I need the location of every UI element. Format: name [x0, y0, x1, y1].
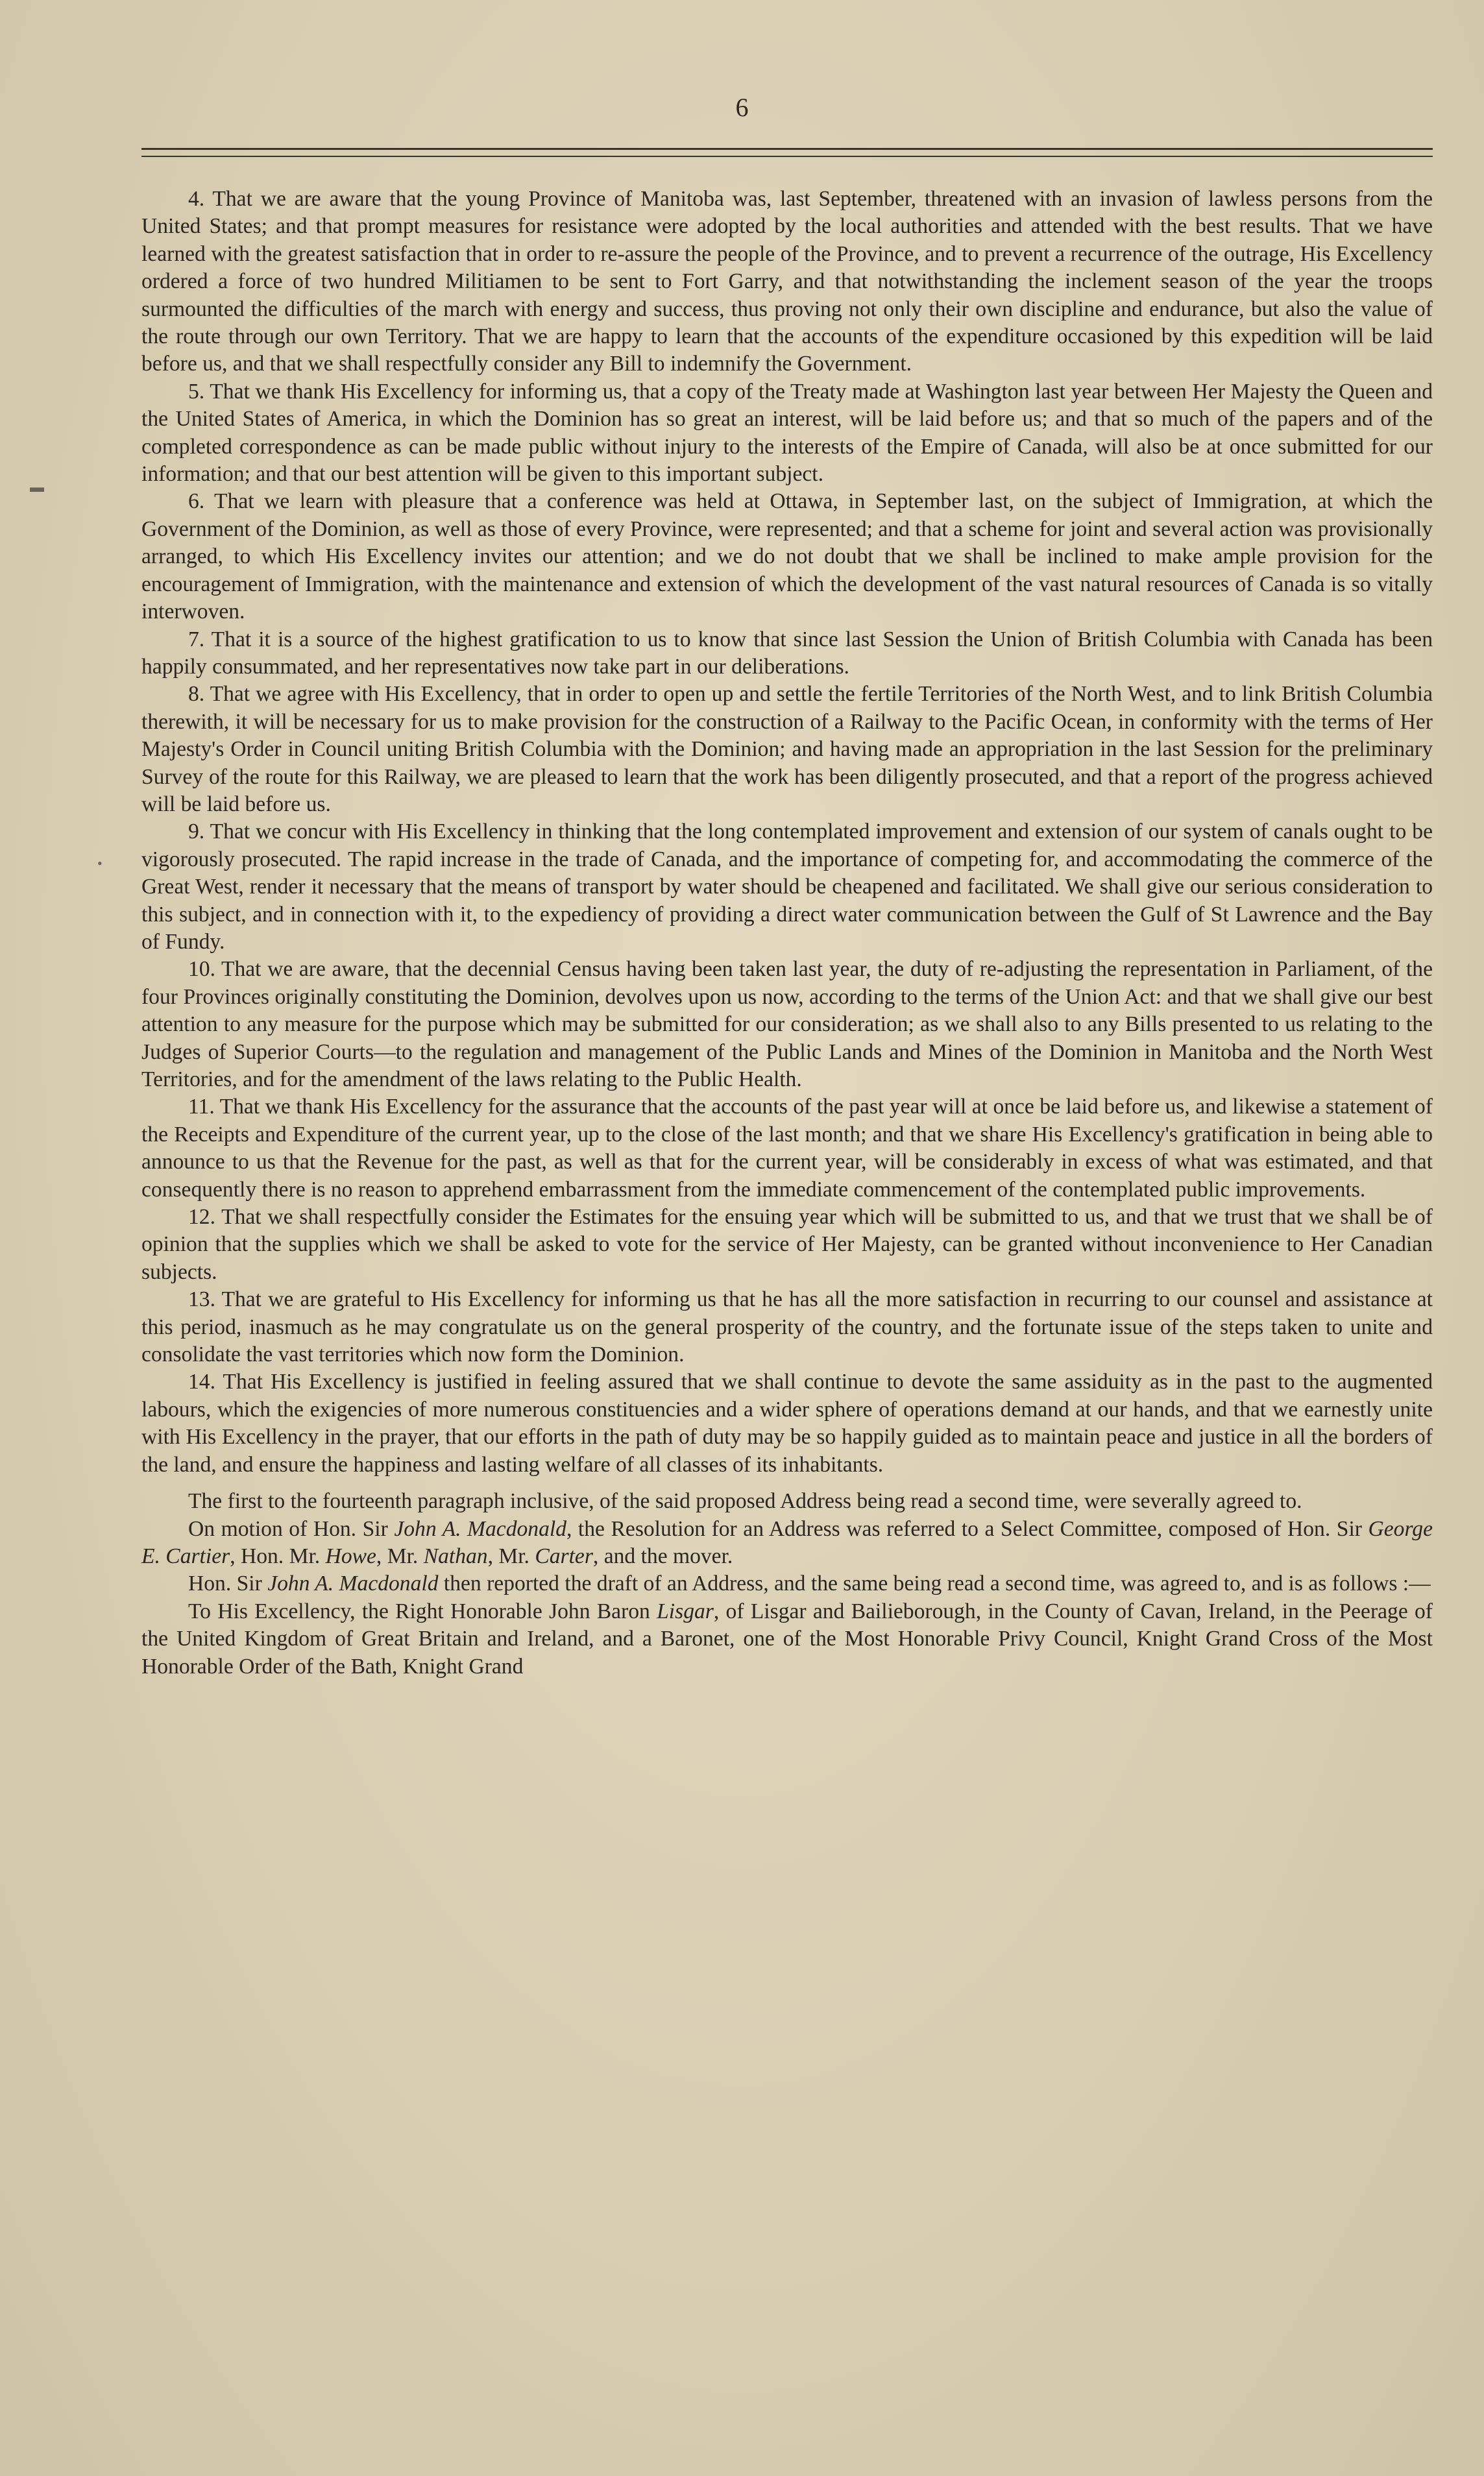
- address-salutation: To His Excellency, the Right Honorable John Baron Lisgar, of Lisgar and Bailieborough, in the County of Cavan, Ireland, in the Peerage of the United Kingdom of Great Britain and Ireland, and a Baronet, one of the Most Honorable Privy Council, Knight Grand Cross of the Most Honorable Order of the Bath, Knight Grand: [141, 1599, 1433, 1679]
- page-number: 6: [735, 93, 749, 122]
- paragraph-4: 4. That we are aware that the young Province of Manitoba was, last September, threatened with an invasion of lawless persons from the United States; and that prompt measures for resistance were adopted by the local authorities and attended with the best results. That we have learned with the greatest satisfaction that in order to re-assure the people of the Province, and to prevent a recurrence of the outrage, His Excellency ordered a force of two hundred Militiamen to be sent to Fort Garry, and that notwithstanding the inclement season of the year the troops surmounted the difficulties of the march with energy and success, thus proving not only their own discipline and endurance, but also the value of the route through our own Territory. That we are happy to learn that the accounts of the expenditure occasioned by this expedition will be laid before us, and that we shall respectfully consider any Bill to indemnify the Government.: [141, 187, 1433, 376]
- paragraph-14: 14. That His Excellency is justified in feeling assured that we shall continue to devote the same assiduity as in the past to the augmented labours, which the exigencies of more numerous constituencies and a wider sphere of operations demand at our hands, and that we earnestly unite with His Excellency in the prayer, that our efforts in the path of duty may be so happily guided as to maintain peace and justice in all the borders of the land, and ensure the happiness and lasting welfare of all classes of its inhabitants.: [141, 1370, 1433, 1477]
- margin-mark: ▬: [30, 479, 44, 495]
- document-body: [141, 186, 1433, 1681]
- header-rule-thin: [141, 156, 1433, 157]
- paragraph-8: 8. That we agree with His Excellency, that in order to open up and settle the fertile Territories of the North West, and to link British Columbia therewith, it will be necessary for us to make provision for the construction of a Railway to the Pacific Ocean, in conformity with the terms of Her Majesty's Order in Council uniting British Columbia with the Dominion; and having made an appropriation in the last Session for the preliminary Survey of the route for this Railway, we are pleased to learn that the work has been diligently prosecuted, and that a report of the progress achieved will be laid before us.: [141, 682, 1433, 816]
- paragraph-11: 11. That we thank His Excellency for the assurance that the accounts of the past year will at once be laid before us, and likewise a statement of the Receipts and Expenditure of the current year, up to the close of the last month; and that we share His Excellency's gratification in being able to announce to us that the Revenue for the past, as well as that for the current year, will be considerably in excess of what was estimated, and that consequently there is no reason to apprehend embarrassment from the immediate commencement of the contemplated public improvements.: [141, 1095, 1433, 1202]
- proceedings-motion: On motion of Hon. Sir John A. Macdonald, the Resolution for an Address was referred to a Select Committee, composed of Hon. Sir George E. Cartier, Hon. Mr. Howe, Mr. Nathan, Mr. Carter, and the mover.: [141, 1516, 1433, 1568]
- paragraph-6: 6. That we learn with pleasure that a conference was held at Ottawa, in September last, on the subject of Immigration, at which the Government of the Dominion, as well as those of every Province, were represented; and that a scheme for joint and several action was provisionally arranged, to which His Excellency invites our attention; and we do not doubt that we shall be inclined to make ample provision for the encouragement of Immigration, with the maintenance and extension of which the development of the vast natural resources of Canada is so vitally interwoven.: [141, 489, 1433, 624]
- paragraph-5: 5. That we thank His Excellency for informing us, that a copy of the Treaty made at Washington last year between Her Majesty the Queen and the United States of America, in which the Dominion has so great an interest, will be laid before us; and that so much of the papers and of the completed correspondence as can be made public without injury to the interests of the Empire of Canada, will also be at once submitted for our information; and that our best attention will be given to this important subject.: [141, 379, 1433, 487]
- proceedings-first-to-fourteenth: The first to the fourteenth paragraph inclusive, of the said proposed Address being read a second time, were severally agreed to.: [188, 1489, 1302, 1514]
- header-rule-thick: [141, 148, 1433, 150]
- paragraph-13: 13. That we are grateful to His Excellency for informing us that he has all the more satisfaction in recurring to our counsel and assistance at this period, inasmuch as he may congratulate us on the general prosperity of the country, and the fortunate issue of the steps taken to unite and consolidate the vast territories which now form the Dominion.: [141, 1287, 1433, 1367]
- paragraph-7: 7. That it is a source of the highest gratification to us to know that since last Session the Union of British Columbia with Canada has been happily consummated, and her representatives now take part in our deliberations.: [141, 627, 1433, 679]
- paragraph-10: 10. That we are aware, that the decennial Census having been taken last year, the duty of re-adjusting the representation in Parliament, of the four Provinces originally constituting the Dominion, devolves upon us now, according to the terms of the Union Act: and that we shall give our best attention to any measure for the purpose which may be submitted for our consideration; as we shall also to any Bills presented to us relating to the Judges of Superior Courts—to the regulation and management of the Public Lands and Mines of the Dominion in Manitoba and the North West Territories, and for the amendment of the laws relating to the Public Health.: [141, 957, 1433, 1091]
- proceedings-reported: Hon. Sir John A. Macdonald then reported the draft of an Address, and the same being read a second time, was agreed to, and is as follows :—: [188, 1572, 1431, 1596]
- paragraph-12: 12. That we shall respectfully consider the Estimates for the ensuing year which will be submitted to us, and that we trust that we shall be of opinion that the supplies which we shall be asked to vote for the service of Her Majesty, can be granted without inconvenience to Her Canadian subjects.: [141, 1205, 1433, 1284]
- margin-mark: •: [97, 855, 103, 871]
- paragraph-9: 9. That we concur with His Excellency in thinking that the long contemplated improvement and extension of our system of canals ought to be vigorously prosecuted. The rapid increase in the trade of Canada, and the importance of competing for, and accommodating the commerce of the Great West, render it necessary that the means of transport by water should be cheapened and facilitated. We shall give our serious consideration to this subject, and in connection with it, to the expediency of providing a direct water communication between the Gulf of St Lawrence and the Bay of Fundy.: [141, 819, 1433, 954]
